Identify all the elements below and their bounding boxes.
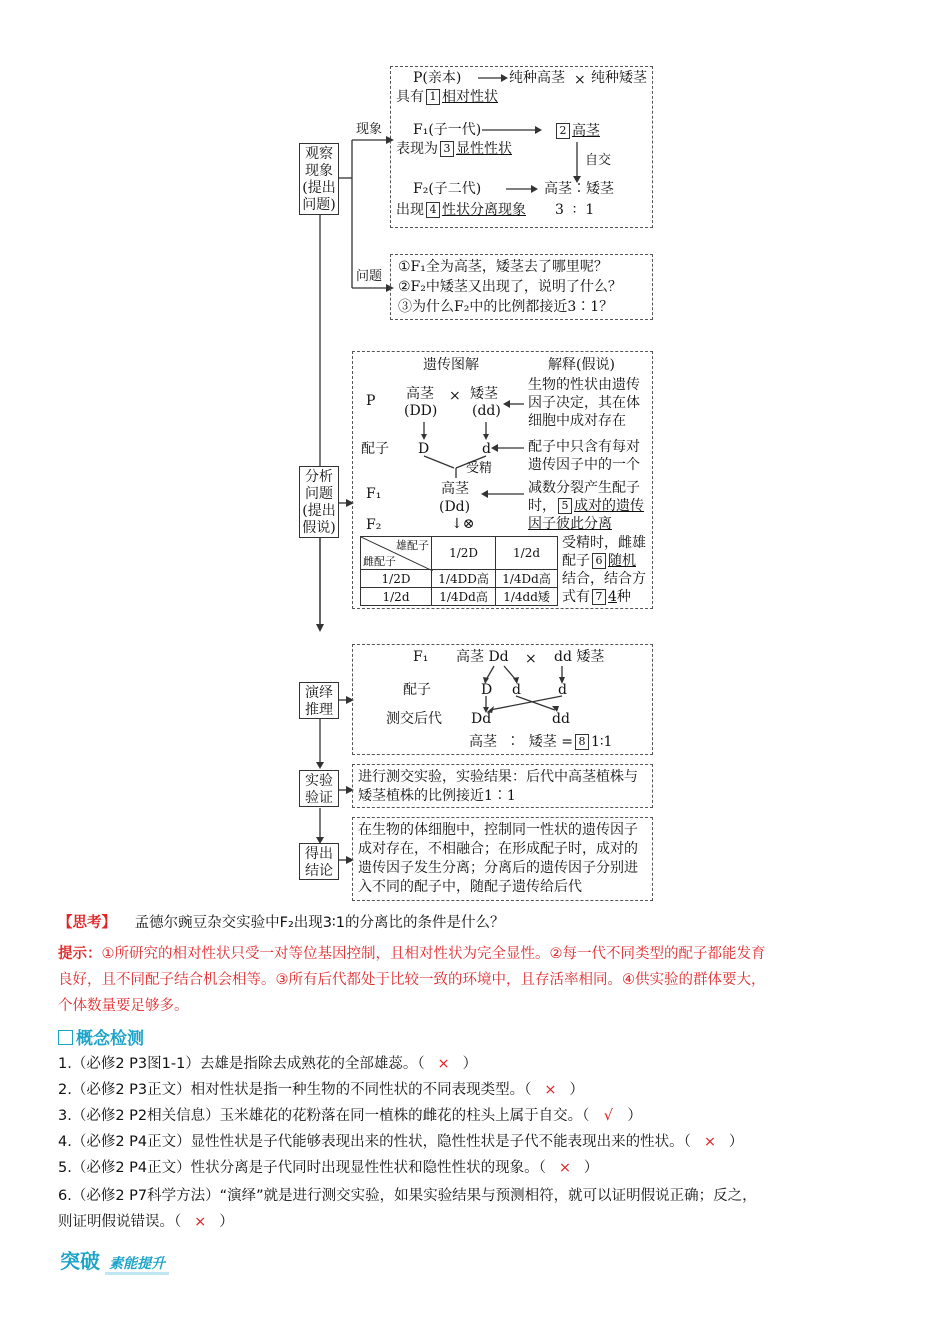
selfing-label: 自交 [585, 153, 612, 168]
table-col-1: 1/2D [432, 537, 496, 570]
row-p: P [366, 393, 376, 409]
explain-2a: 配子中只含有每对 [528, 439, 640, 455]
check-item-5: 5.（必修2 P4正文）性状分离是子代同时出现显性性状和隐性性状的现象。（ × ） [58, 1155, 598, 1181]
explain-1b: 因子决定，其在体 [528, 395, 640, 411]
explain-4d: 式有 7 4种 [562, 589, 631, 605]
think-question: 孟德尔豌豆杂交实验中F₂出现3∶1的分离比的条件是什么？ [134, 915, 505, 931]
explain-1c: 细胞中成对存在 [528, 413, 626, 429]
question-1: ①F₁全为高茎，矮茎去了哪里呢？ [398, 259, 608, 275]
f2-show-line: 出现 4 性状分离现象 [396, 202, 526, 218]
verify-text: 进行测交实验，实验结果：后代中高茎植株与矮茎植株的比例接近1∶1 [358, 769, 638, 804]
branch-label-phenomenon: 现象 [356, 122, 383, 137]
mark-icon: √ [603, 1108, 614, 1124]
ded-f1: F₁ [413, 649, 429, 665]
p-label: P(亲本) [413, 70, 462, 86]
mark-icon: × [703, 1134, 716, 1150]
table-row: 1/2D 1/4DD高 1/4Dd高 [361, 570, 558, 588]
question-2: ②F₂中矮茎又出现了，说明了什么？ [398, 279, 622, 295]
p-tall-geno: (DD) [404, 403, 438, 419]
ded-parent2: dd 矮茎 [554, 649, 605, 665]
hint-line-3: 个体数量要足够多。 [58, 998, 189, 1014]
p-cross: × [449, 388, 461, 404]
f1-geno: (Dd) [439, 499, 471, 515]
f1-show-line: 表现为 3 显性性状 [396, 141, 512, 157]
hint-label: 提示： [58, 946, 102, 962]
mark-icon: × [437, 1056, 450, 1072]
ded-g1: D [481, 682, 493, 698]
p-have-line: 具有 1 相对性状 [396, 89, 498, 105]
ded-parent1: 高茎 Dd [456, 649, 509, 665]
hint-line-1: 提示：①所研究的相对性状只受一对等位基因控制，且相对性状为完全显性。②每一代不同类型的配子都能发育 [58, 946, 766, 962]
ded-cross: × [525, 651, 537, 667]
explain-2b: 遗传因子中的一个 [528, 457, 640, 473]
checkbox-icon [58, 1030, 73, 1045]
explain-3c: 因子彼此分离 [528, 516, 612, 532]
step-conclude: 得出结论 [299, 843, 339, 880]
cross-sign: × [574, 72, 586, 88]
question-3: ③为什么F₂中的比例都接近3∶1？ [398, 299, 614, 315]
step-deduce: 演绎推理 [299, 682, 339, 719]
p-tall: 高茎 [406, 386, 434, 402]
row-f1: F₁ [366, 486, 382, 502]
explain-title: 解释(假说) [548, 357, 615, 373]
explain-1a: 生物的性状由遗传 [528, 377, 640, 393]
ded-o2: dd [552, 711, 570, 727]
ded-ratio: 高茎 ∶ 矮茎 = 8 1∶1 [469, 734, 613, 750]
ded-o1: Dd [471, 711, 492, 727]
banner-subtitle: 素能提升 [105, 1256, 169, 1275]
branch-label-question: 问题 [356, 269, 383, 284]
ded-g3: d [558, 682, 567, 698]
explain-4c: 结合，结合方 [562, 571, 646, 587]
mark-icon: × [558, 1160, 571, 1176]
hint-line-2: 良好，且不同配子结合机会相等。③所有后代都处于比较一致的环境中，且存活率相同。④供实验的群体要大， [58, 972, 766, 988]
p-short: 矮茎 [470, 386, 498, 402]
table-col-2: 1/2d [496, 537, 558, 570]
step-verify: 实验验证 [299, 770, 339, 807]
banner-title: 突破 [60, 1249, 100, 1273]
table-row: 1/2d 1/4Dd高 1/4dd矮 [361, 588, 558, 606]
row-gamete: 配子 [361, 441, 389, 457]
step-observe: 观察现象(提出问题) [299, 143, 339, 215]
explain-3b: 时， 5 成对的遗传 [528, 498, 644, 514]
explain-3a: 减数分裂产生配子 [528, 480, 640, 496]
f2-label: F₂(子二代) [413, 181, 482, 197]
gamete-d: d [482, 441, 491, 457]
check-item-6-line-2: 则证明假说错误。（ × ） [58, 1209, 234, 1235]
concept-check-heading: 概念检测 [58, 1024, 144, 1049]
check-item-4: 4.（必修2 P4正文）显性性状是子代能够表现出来的性状，隐性性状是子代不能表现出来的性状。（ × ） [58, 1129, 743, 1155]
f2-result: 高茎∶矮茎 [544, 181, 614, 197]
mark-icon: × [194, 1214, 207, 1230]
mark-icon: × [544, 1082, 557, 1098]
punnett-table [360, 536, 558, 606]
think-label: 【思考】 [58, 915, 116, 931]
row-f2: F₂ [366, 517, 382, 533]
ded-g2: d [512, 682, 521, 698]
check-item-3: 3.（必修2 P2相关信息）玉米雄花的花粉落在同一植株的雌花的柱头上属于自交。（ √ ） [58, 1103, 642, 1129]
diagram-title: 遗传图解 [423, 357, 479, 373]
explain-4b: 配子 6 随机 [562, 553, 636, 569]
f2-ratio: 3 ∶ 1 [555, 202, 595, 218]
section-banner [60, 1245, 169, 1274]
check-item-6-line-1: 6.（必修2 P7科学方法）“演绎”就是进行测交实验，如果实验结果与预测相符，就可以证明假说正确；反之， [58, 1188, 757, 1204]
pure-short: 纯种矮茎 [591, 70, 647, 86]
conclusion-text: 在生物的体细胞中，控制同一性状的遗传因子成对存在，不相融合；在形成配子时，成对的遗传因子发生分离；分离后的遗传因子分别进入不同的配子中，随配子遗传给后代 [358, 822, 638, 895]
table-corner: 雄配子 雌配子 [361, 537, 432, 570]
check-item-1: 1.（必修2 P3图1-1）去雄是指除去成熟花的全部雄蕊。（ × ） [58, 1051, 477, 1077]
p-short-geno: (dd) [472, 403, 501, 419]
check-item-2: 2.（必修2 P3正文）相对性状是指一种生物的不同性状的不同表现类型。（ × ） [58, 1077, 584, 1103]
think-line [58, 910, 505, 936]
fertilize-label: 受精 [466, 461, 493, 476]
pure-tall: 纯种高茎 [509, 70, 565, 86]
selfing-symbol: ↓⊗ [451, 516, 475, 532]
gamete-D: D [418, 441, 430, 457]
ded-gamete-label: 配子 [403, 682, 431, 698]
f1-label: F₁(子一代) [413, 122, 482, 138]
ded-offspring-label: 测交后代 [386, 711, 442, 727]
explain-4a: 受精时，雌雄 [562, 535, 646, 551]
f1-pheno: 高茎 [441, 481, 469, 497]
step-analyze: 分析问题(提出假说) [299, 466, 339, 538]
f1-result: 2 高茎 [554, 123, 600, 140]
